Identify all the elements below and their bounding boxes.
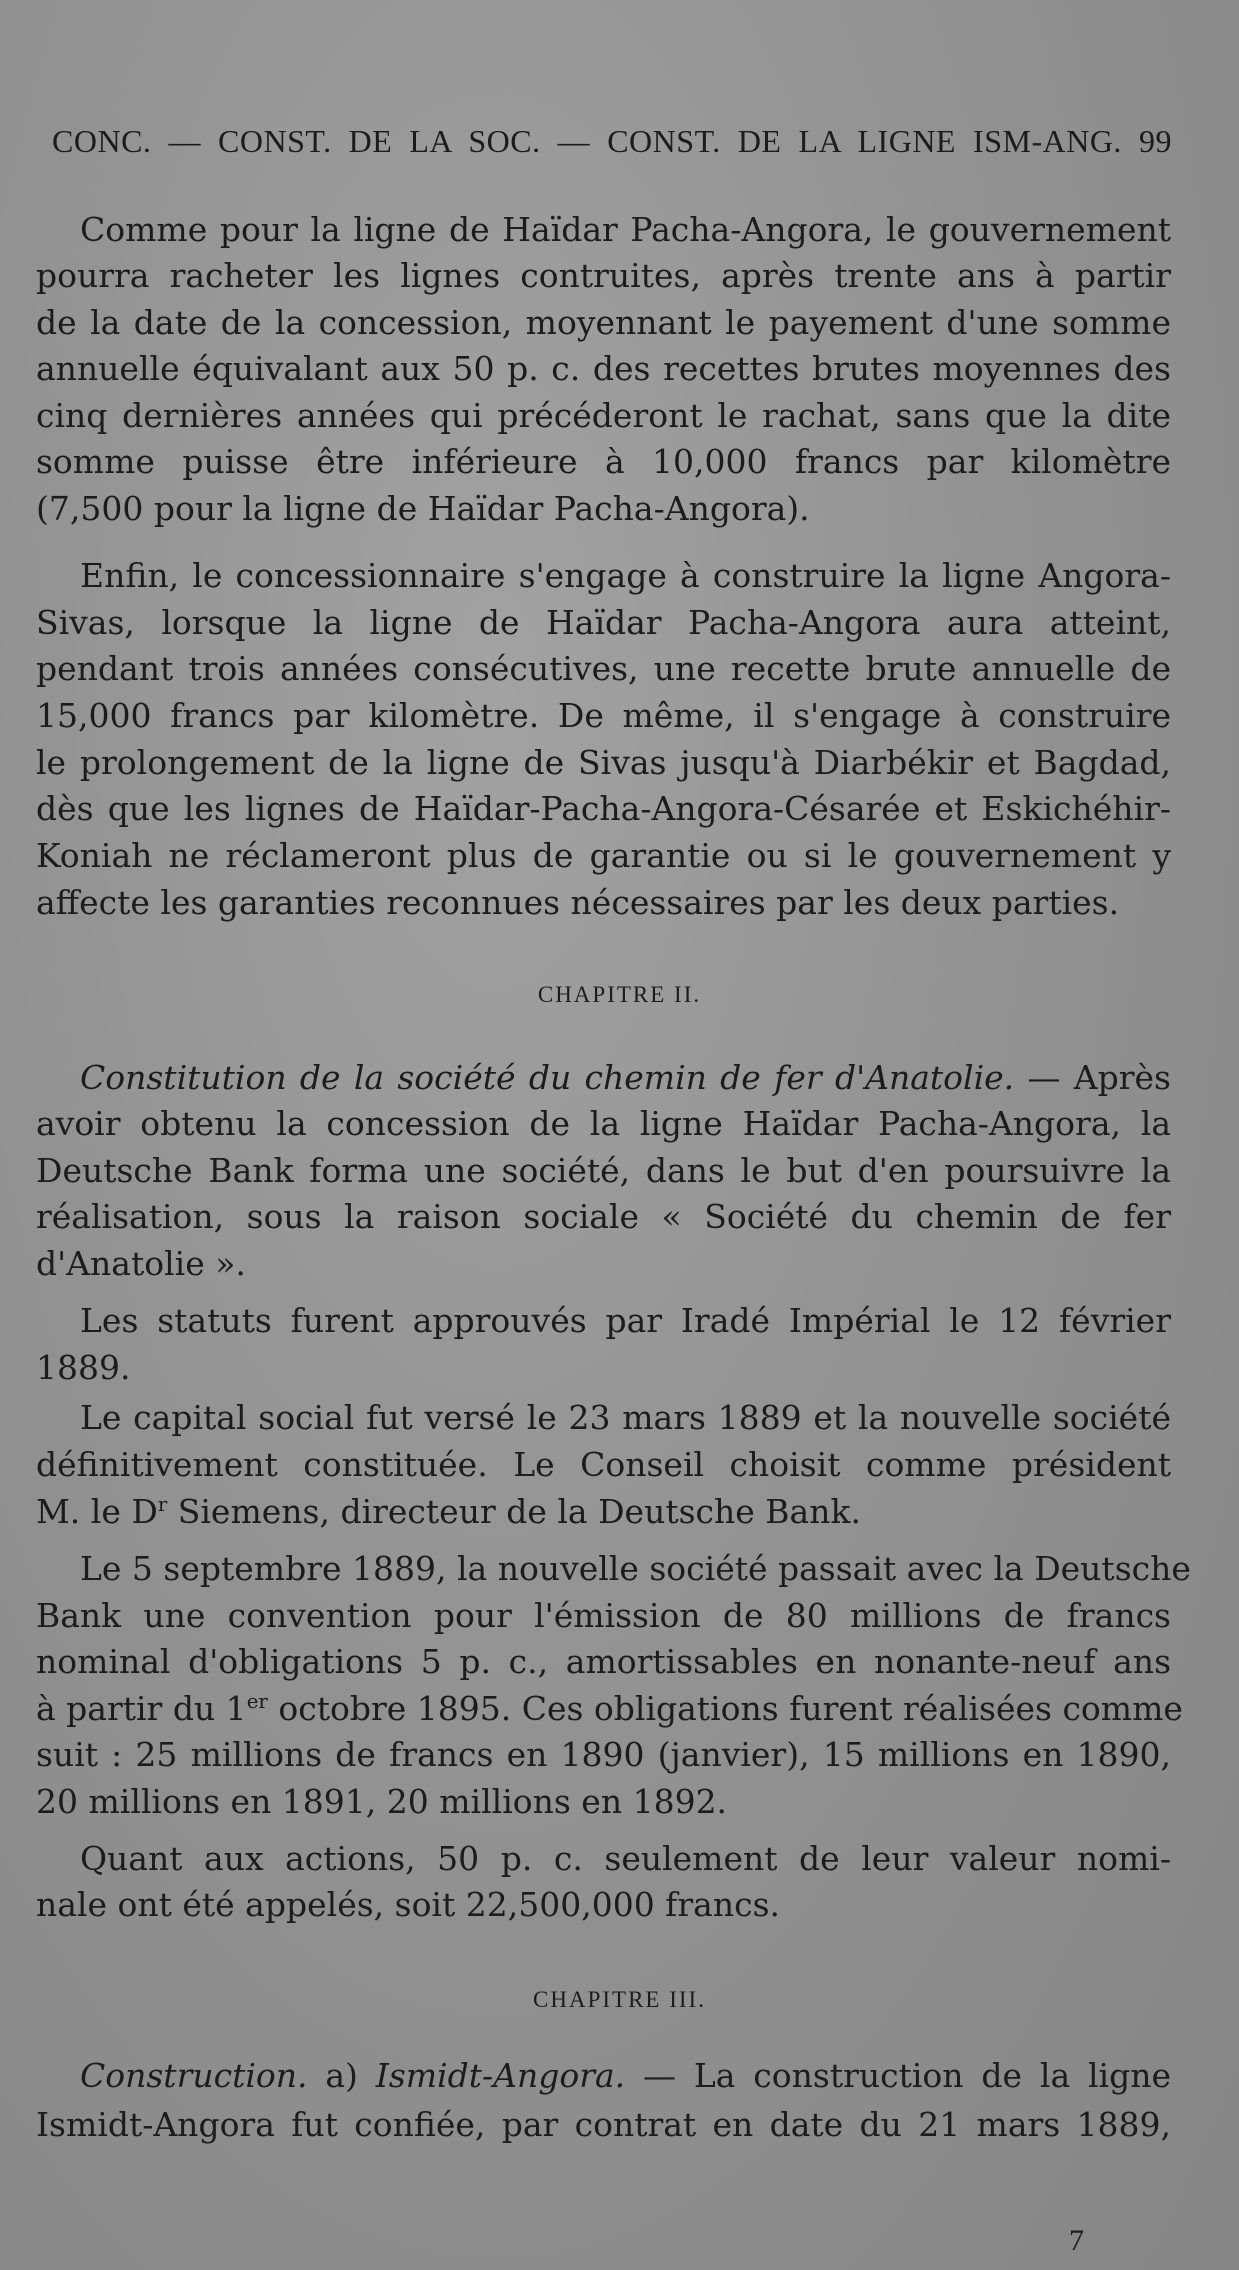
text-span: — Après: [1014, 1058, 1171, 1097]
text-line: 1889.: [36, 1348, 131, 1387]
text-line: [80, 2053, 1171, 2099]
superscript: er: [246, 1690, 268, 1713]
text-line: somme puisse être inférieure à 10,000 francs par kilomètre: [36, 442, 1171, 481]
signature-mark: 7: [1069, 2224, 1084, 2257]
text-line: Bank une convention pour l'émission de 80 millions de francs: [36, 1596, 1171, 1635]
text-line: le prolongement de la ligne de Sivas jusqu'à Diarbékir et Bagdad,: [36, 743, 1171, 782]
chapter-heading: CHAPITRE II.: [537, 982, 702, 1007]
section-subtitle: Ismidt-Angora.: [375, 2056, 626, 2095]
text-line: Enfin, le concessionnaire s'engage à construire la ligne Angora-: [80, 556, 1171, 595]
text-span: Siemens, directeur de la Deutsche Bank.: [167, 1492, 861, 1531]
text-span: M. le D: [36, 1492, 158, 1531]
text-line: pendant trois années consécutives, une recette brute annuelle de: [36, 649, 1171, 688]
text-line: [80, 1055, 1171, 1101]
running-head: CONC. — CONST. DE LA SOC. — CONST. DE LA LIGNE ISM-ANG. 99: [52, 123, 1172, 159]
text-line: [36, 1489, 1171, 1535]
text-line: Sivas, lorsque la ligne de Haïdar Pacha-Angora aura atteint,: [36, 603, 1171, 642]
text-line: nale ont été appelés, soit 22,500,000 francs.: [36, 1885, 780, 1924]
text-line: suit : 25 millions de francs en 1890 (janvier), 15 millions en 1890,: [36, 1735, 1171, 1774]
text-line: affecte les garanties reconnues nécessaires par les deux parties.: [36, 883, 1120, 922]
text-line: avoir obtenu la concession de la ligne Haïdar Pacha-Angora, la: [36, 1104, 1171, 1143]
text-line: réalisation, sous la raison sociale « Société du chemin de fer: [36, 1197, 1171, 1236]
text-line: annuelle équivalant aux 50 p. c. des recettes brutes moyennes des: [36, 349, 1171, 388]
text-line: cinq dernières années qui précéderont le rachat, sans que la dite: [36, 396, 1171, 435]
text-line: 15,000 francs par kilomètre. De même, il s'engage à construire: [36, 696, 1171, 735]
text-span: a): [307, 2056, 376, 2095]
text-line: nominal d'obligations 5 p. c., amortissables en nonante-neuf ans: [36, 1642, 1171, 1681]
text-line: dès que les lignes de Haïdar-Pacha-Angora-Césarée et Eskichéhir-: [36, 789, 1171, 828]
text-span: — La construction de la ligne: [625, 2056, 1172, 2095]
text-span: à partir du 1: [36, 1689, 247, 1728]
section-title: Constitution de la société du chemin de fer d'Anatolie.: [80, 1058, 1015, 1097]
text-line: Le capital social fut versé le 23 mars 1889 et la nouvelle société: [80, 1398, 1171, 1437]
text-line: 20 millions en 1891, 20 millions en 1892.: [36, 1782, 728, 1821]
text-line: pourra racheter les lignes contruites, après trente ans à partir: [36, 256, 1171, 295]
section-title: Construction.: [80, 2056, 308, 2095]
text-line: Deutsche Bank forma une société, dans le but d'en poursuivre la: [36, 1151, 1171, 1190]
text-line: Les statuts furent approuvés par Iradé Impérial le 12 février: [80, 1301, 1171, 1340]
text-line: Ismidt-Angora fut confiée, par contrat en date du 21 mars 1889,: [36, 2105, 1171, 2144]
text-line: Le 5 septembre 1889, la nouvelle société passait avec la Deutsche: [80, 1549, 1191, 1588]
text-line: Quant aux actions, 50 p. c. seulement de leur valeur nomi-: [80, 1839, 1171, 1878]
text-line: d'Anatolie ».: [36, 1244, 246, 1283]
text-line: (7,500 pour la ligne de Haïdar Pacha-Angora).: [36, 489, 810, 528]
text-span: octobre 1895. Ces obligations furent réalisées comme: [267, 1689, 1183, 1728]
chapter-heading: CHAPITRE III.: [533, 1987, 706, 2012]
text-line: Koniah ne réclameront plus de garantie ou si le gouvernement y: [36, 836, 1171, 875]
text-line: [36, 1686, 1183, 1732]
text-line: Comme pour la ligne de Haïdar Pacha-Angora, le gouvernement: [80, 210, 1171, 249]
text-line: de la date de la concession, moyennant le payement d'une somme: [36, 303, 1171, 342]
text-line: définitivement constituée. Le Conseil choisit comme président: [36, 1445, 1171, 1484]
superscript: r: [157, 1493, 168, 1516]
